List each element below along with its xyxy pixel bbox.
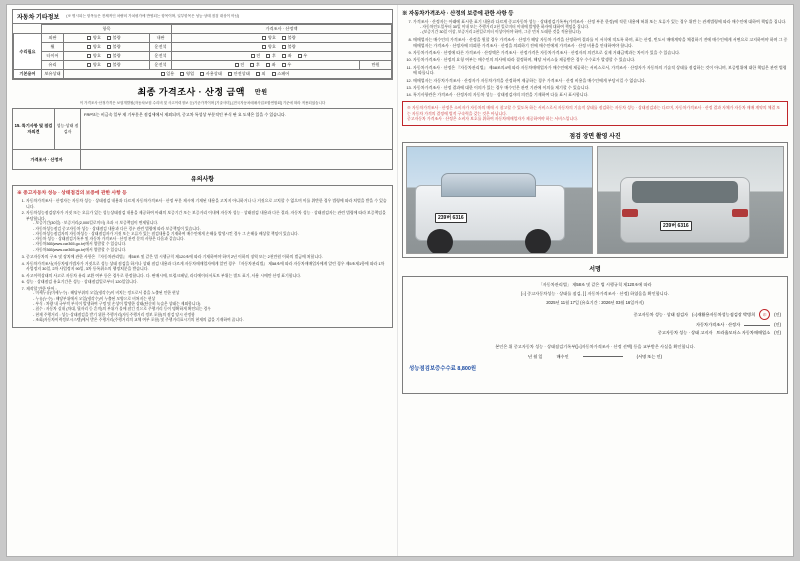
- list-item: 5. 사고이력상태의 사고로 자동차 유리 교환 여부 등은 경우로 한정합니다. 다. 판매시에, 트렁크패널, 라디에이터서포트 부위는 별도 표기, 사용 시에만 산정 표기합니다.: [26, 273, 388, 279]
- checkbox-glass-front[interactable]: [235, 63, 239, 67]
- checkbox-glass-right[interactable]: [282, 63, 286, 67]
- terms-list: [26, 291, 388, 323]
- signer-label: 중고자동차 성능 · 상태 점검자: [633, 311, 689, 317]
- naepan-options: 양호 불량: [172, 34, 392, 43]
- checkbox-seat-good[interactable]: [262, 45, 266, 49]
- list-item: - 자동차 성능 · 상태점검기록부 및 자동차 가격조사 · 산정 관련 문의 사항은 다음과 같습니다.: [33, 237, 388, 242]
- list-item: - 누유(누수) : 해당부위에서 오일(냉각수)이 누출된 모양으로 비쳐지는 현상: [33, 297, 388, 302]
- glass-dir-options: 전 후 좌 우: [172, 61, 360, 70]
- price-assessor-label: 가격조사 · 산정자: [13, 150, 81, 169]
- photo-wrapper: [402, 142, 788, 258]
- checkbox-tire-good[interactable]: [87, 54, 91, 58]
- seat-options: 양호 불량: [172, 43, 392, 52]
- table-row: [14, 52, 392, 61]
- checkbox-naepan-good[interactable]: [262, 36, 266, 40]
- list-item: - (보증기간 30일 이상, 보증거리 2천킬로미터 이상이어야 하며, 그중 먼저 도래한 것을 적용합니다): [420, 30, 788, 35]
- signature-title: 서명: [589, 266, 601, 273]
- notice-box: [12, 185, 393, 328]
- list-item: 1. 자동차가격조사 · 산정자는 자동차 성능 · 상태점검 내용과 다르게 자동차가격조사 · 산정 부분 제시에 기재된 내용을 고치지 아니하거나 나 거짓으로 고치할 수 없으며 이를 위반한 경우 법령에 따라 처벌을 받을 수 있습니다.: [26, 198, 388, 209]
- confirm-receiver-label: 매수인: [556, 353, 569, 359]
- checkbox-glass-left[interactable]: [266, 63, 270, 67]
- list-item-text: 제작할 만한 단어 :: [26, 285, 57, 291]
- signer-row-assessor: [409, 322, 781, 328]
- hwil-options: 양호 불량: [64, 43, 150, 52]
- left-column: [7, 5, 397, 556]
- license-plate-front: 239버 6316: [435, 213, 467, 223]
- checkbox-use-state[interactable]: [200, 72, 204, 76]
- signature-box: [402, 276, 788, 394]
- final-price-title: 최종 가격조사 · 산정 금액: [137, 87, 245, 97]
- part-seat: 운전석: [150, 43, 172, 52]
- signer-row-seller: [409, 330, 781, 336]
- checkbox-use-ilyong[interactable]: [161, 72, 165, 76]
- checkbox-use-inspect[interactable]: [228, 72, 232, 76]
- part-naepan: 내판: [150, 34, 172, 43]
- list-item: - 미세누유(미세누수) : 해당부위의 오일(냉각수)이 비치는 정도로서 붙을 노출된 인한 현상: [33, 291, 388, 296]
- signer-label: 자동차가격조사 · 산정자: [695, 322, 741, 328]
- checkbox-dir-right[interactable]: [298, 54, 302, 58]
- signer-row-inspector: [409, 309, 781, 320]
- list-item: - 부식 : 차량 내 국부적 부식이 발생하여 구멍 및 손상이 발생한 상태(단순히 녹슬은 상태는 제외합니다): [33, 302, 388, 307]
- list-item: - 자동차365(www.car365.go.kr)에서 열람할 수 있습니다.: [33, 242, 388, 247]
- oepan-options: 양호 불량: [64, 34, 150, 43]
- list-item: 8. 매매업자는 매수인의 가격조사 · 산정을 원할 경우 가격조사 · 산정가 해당 자동차 가격을 산정하여 결과를 이 서식에 적도록 하며, 표는 산정, 빈도시 매매계약을 체결하기 전에 매수인에게 서면으로 고지하여야 하며 그 중 매매업자는 가격조사 · 산정자에 의뢰한 가격조사 · 산정을 의뢰하기 전에 매수인에게 가격조사 · 산정 비용을 안내하여야 합니다.: [413, 37, 788, 49]
- vehicle-photo-front: [406, 146, 593, 254]
- signer-suffix: (인): [774, 311, 781, 317]
- signature-law-line: 「자동차관리법」 제58조 및 같은 법 시행규칙 제120조에 따라: [538, 281, 652, 287]
- list-item: - 현재 주행거리 : 성능·상태점검을 받기 위한 주행거리(자동주행거리 정보 포함)의 점검 당시 산정함: [33, 313, 388, 318]
- notice-sublist: [26, 221, 388, 253]
- list-item: [26, 286, 388, 323]
- price-guarantee-list: [402, 19, 788, 98]
- row-label-basic: 기본용어: [14, 70, 42, 79]
- signer-blank[interactable]: [744, 325, 770, 326]
- special-notes-text: FRP또는 비금속 일부 제 기부분은 점검세에서 제외되며, 중고차 특성상 부분적인 부식 판 요 도색은 있을 수 있습니다.: [84, 112, 286, 117]
- col-price: 가격조사 · 산정액: [172, 25, 392, 34]
- part-seat2: 운전석: [150, 52, 172, 61]
- license-plate-rear: 239버 6316: [660, 221, 692, 231]
- signer-suffix: (인): [774, 330, 781, 336]
- checkbox-use-yeongeop[interactable]: [180, 72, 184, 76]
- other-info-table: [12, 9, 393, 80]
- notice-title: 유의사항: [190, 177, 215, 183]
- document-page: [6, 4, 794, 557]
- price-guarantee-head: ※ 자동차가격조사 · 산정의 보증에 관한 사항 등: [402, 11, 514, 17]
- tire-dir-options: 전 후 좌 우: [172, 52, 392, 61]
- signer-value: (○)재활용자동차성능점검장 박병희: [692, 311, 756, 317]
- inspection-fee: 성능점검보증수수료 8,800원: [409, 365, 477, 372]
- list-item: - 자동차365(www.car365.go.kr)에서 열람할 수 있습니다.: [33, 248, 388, 253]
- part-oepan: 외판: [42, 34, 64, 43]
- signer-suffix: (인): [774, 322, 781, 328]
- price-warning-box: [402, 101, 788, 125]
- checkbox-use-sunroof[interactable]: [272, 72, 276, 76]
- table-row: [14, 43, 392, 52]
- other-info-title: 자동차 기타정보: [17, 15, 60, 21]
- list-item: - 조회(자동차이력정보시스템)에서 받은 주행거리(주행거리의 교체 여부 포함) 및 주행거리표시기의 현재의 값을 기재하여 줍니다.: [33, 318, 388, 323]
- checkbox-dir-rear[interactable]: [266, 54, 270, 58]
- checkbox-oepan-good[interactable]: [87, 36, 91, 40]
- confirm-receiver-blank[interactable]: [583, 356, 623, 357]
- list-item: 11. 자동차가격조사 · 산정은 『자동차관리법』 제58조의4에 따라 자동차매매업자가 매수인에게 제공하는 서비스로서, 가격조사 · 산정자가 자동차의 기술적 상태를 점검하는 것이 아니며, 보증범위에 대한 책임은 관련 법령에 따릅니다.: [413, 65, 788, 77]
- signature-check-line: [○] 중고자동차성능 · 상태를 점검, [ ] 자동차가격조사 · 산정) 하였음을 확인합니다.: [521, 290, 669, 296]
- checkbox-hwil-good[interactable]: [87, 45, 91, 49]
- table-row: [14, 61, 392, 70]
- price-assessor-value[interactable]: [81, 150, 392, 169]
- list-item: 9. 자동차가격조사 · 산정에 따른 가격조사 · 산정액은 가격조사 · 산정가격은 자동차가격조사 · 산정자의 의견으로 실제 거래금액과는 차이가 있을 수 있습니다.: [413, 50, 788, 56]
- basic-options: 일용 영업 사용상태 안전상태 외 스페어: [64, 70, 392, 79]
- checkbox-tire-bad[interactable]: [107, 54, 111, 58]
- warning-text-2: 중고자동차 가격조사 · 산정은 소비자 보호를 위하여 자동차매매업자가 제공하여야 하는 서비스입니다.: [407, 116, 579, 122]
- table-head-row: [14, 25, 392, 34]
- checkbox-dir-left[interactable]: [282, 54, 286, 58]
- part-tire: 타이어: [42, 52, 64, 61]
- part-glass: 유리: [42, 61, 64, 70]
- list-item: 10. 자동차가격조사 · 산정의 요청 여부는 매수인의 의사에 따라 결정하며, 해당 서비스를 제공받은 경우 수수료가 발생할 수 있습니다.: [413, 57, 788, 63]
- other-info-grid: [13, 24, 392, 79]
- tire-options: 양호 불량: [64, 52, 150, 61]
- part-seat3: 운전석: [150, 61, 172, 70]
- col-item: 항목: [42, 25, 172, 34]
- checkbox-oepan-bad[interactable]: [107, 36, 111, 40]
- list-item: [413, 19, 788, 35]
- guarantee-sublist: [413, 25, 788, 36]
- checkbox-dir-front[interactable]: [251, 54, 255, 58]
- list-item: - 자동차성능점검자의 자동차성능 · 상태점검자가 거짓 또는 오류가 있는 점검내용을 기재하여 매수인에게 손해를 발생시킨 경우 그 손해를 배상할 책임이 있습니다.: [33, 232, 388, 237]
- list-item: 12. 매매업자는 자동차가격조사 · 산정자가 자동차가격을 산정하여 제공하는 경우 가격조사 · 산정 비용을 매수인에게 부담시킬 수 없습니다.: [413, 78, 788, 84]
- list-item: - 침수 : 자동차 실내 (차대, 뒷자리 등 흔적)의 부위가 물에 잠긴 것으로 주행거리 등이 명확하게 확인되는 경우: [33, 307, 388, 312]
- checkbox-seat-bad[interactable]: [282, 45, 286, 49]
- table-row: [14, 70, 392, 79]
- checkbox-use-other[interactable]: [256, 72, 260, 76]
- basic-hold: 보유상태: [42, 70, 64, 79]
- right-column: [397, 5, 793, 556]
- signer-value: 트라울모터스 자동차매매업소: [716, 330, 771, 336]
- list-item: 14. 특기사항란은 가격조사 · 산정자의 자동차 성능 · 상태점검자의 의견을 기재하여 다를 표시 표시합니다.: [413, 92, 788, 98]
- seal-stamp-icon: 印: [759, 309, 770, 320]
- special-notes-label: 15. 특기사항 및 점검자의견: [13, 109, 55, 149]
- warning-text-1: ※ 자동차가격조사 · 산정은 소비자가 자동차의 매매 시 참고할 수 있도록 하는 서비스로서 자동차의 기술적 상태를 점검하는 자동차 성능 · 상태점검과는 다르며, 자동차가격조사 · 산정 결과 자체가 자동차 매매 계약의 체결 또는 자동차 가격의 결정에 법적 구속력을 갖는 것은 아닙니다.: [407, 105, 781, 116]
- signer-label: 중고자동차 성능 · 상태 고지자: [657, 330, 713, 336]
- signature-date: 2025년 11월 17일 (유효기간 : 2026년 03월 16일까지): [546, 300, 644, 306]
- checkbox-glass-bad[interactable]: [107, 63, 111, 67]
- inspector-label: 성능·상태 점검자: [55, 109, 81, 149]
- list-item: - 보증기간(30일) · 보증거리(2,000킬로미터) 초과 시 보증책임이 면제됩니다.: [33, 221, 388, 226]
- checkbox-glass-good[interactable]: [87, 63, 91, 67]
- other-info-note: (※ 명시되는 항목들은 전체적인 차량의 가치평가에 반영되는 항목이며, 일부항목은 성능·상태 점검 대상이 아님): [66, 14, 240, 18]
- list-item-text: 가격조사 · 산정자는 아래에 표시한 표기 내용과 다르게 중고자동차 성능 · 상태점검기록부(가격조사 · 산정 부분 한정)에 적힌 내용에 허위 또는 오류가 있는 경우 위반 는 관계법령에 따라 매수인에 대하여 책임을 집니다.: [413, 19, 787, 24]
- glass-options: 양호 불량: [64, 61, 150, 70]
- checkbox-hwil-bad[interactable]: [107, 45, 111, 49]
- confirm-sign-label: (서명 또는 인): [636, 353, 662, 359]
- list-item: 4. 자동차가격조사(자동차평가법자가 거짓으로 성능 상태 점검을 하거나 상태 점검 내용과 다르게 자동차매매업자에게 알린 경우 『자동차관리법』 제58조에 따라 자동차매매업자에게 알린 경우 제5조제1항에 따라 1차 사업정지 30일, 2차 사업정지 90일, 3차 등록취소의 행정처분을 받습니다.: [26, 261, 388, 272]
- photo-section-title: 점검 장면 촬영 사진: [569, 133, 621, 140]
- buyer-confirm-row: [409, 354, 781, 360]
- confirm-date[interactable]: 년 월 일: [528, 353, 543, 359]
- notice-list: [17, 198, 388, 323]
- final-price-note: 이 가격조사·산정가격은 보험개발원(자동차보험 수리비 및 사고이력정보 등)기준가격이며 [기술사미], [전국자동차매매사업조합연합회] 기준에 따라 적용되었습니다: [79, 101, 326, 105]
- list-item: - 자동차성능점검 중고자동차 성능 · 상태점검 내용과 다른 경우 관련 법령에 따라 보증책임이 있습니다.: [33, 227, 388, 232]
- part-hwil: 휠: [42, 43, 64, 52]
- list-item: [26, 210, 388, 253]
- checkbox-glass-rear[interactable]: [250, 63, 254, 67]
- vehicle-photo-rear: [597, 146, 784, 254]
- list-item: - 자동차인도일부터 30일 이내 또는 주행거리 2천 킬로미터 이내에 발생한 하자에 대하여 책임을 집니다.: [420, 25, 788, 30]
- list-item: 6. 성능 · 상태점검 유효기간은 성능 · 상태점검일로부터 120일입니다.: [26, 279, 388, 285]
- row-label-repair: 수리필요: [14, 34, 42, 70]
- buyer-confirm-text: 본인은 위 중고자동차 성능 · 상태점검기록부([○]자동차가격조사 · 산정 선택) 등을 교부받은 사실을 확인합니다.: [495, 344, 695, 350]
- final-price-line: [12, 80, 393, 101]
- table-row: [14, 34, 392, 43]
- notice-head: ※ 중고자동차 성능 · 상태점검의 보증에 관한 사항 등: [17, 191, 127, 196]
- price-assessor-row: [12, 150, 393, 170]
- other-info-header: [13, 10, 392, 24]
- unit-won: 만원: [360, 61, 392, 70]
- list-item: 13. 자동차가격조사 · 산정 결과에 대한 이의가 있는 경우 매수인은 관련 기관에 이의를 제기할 수 있습니다.: [413, 85, 788, 91]
- special-notes-block: [12, 108, 393, 150]
- checkbox-naepan-bad[interactable]: [282, 36, 286, 40]
- list-item-text: 자동차성능점검장자가 거짓 또는 오류가 있는 성능상태점검 내용을 제공하여 아래의 보증기간 또는 보증거리 이내에 자동차 성능 · 상태점검 내용과 다른 결과, 자동차 성능 · 상태점검자는 관련 법령에 따라 보증책임을 부담합니다.: [26, 210, 386, 221]
- final-price-unit: 만원: [254, 90, 268, 96]
- list-item: 3. 중고자동차의 구조 및 장치에 관한 사항은 『자동차관리법』 제58조 및 같은 법 시행규칙 제120조에 따라 기재하여야 하며 2년 이하의 징역 또는 2천만원 이하의 벌금에 처합니다.: [26, 254, 388, 260]
